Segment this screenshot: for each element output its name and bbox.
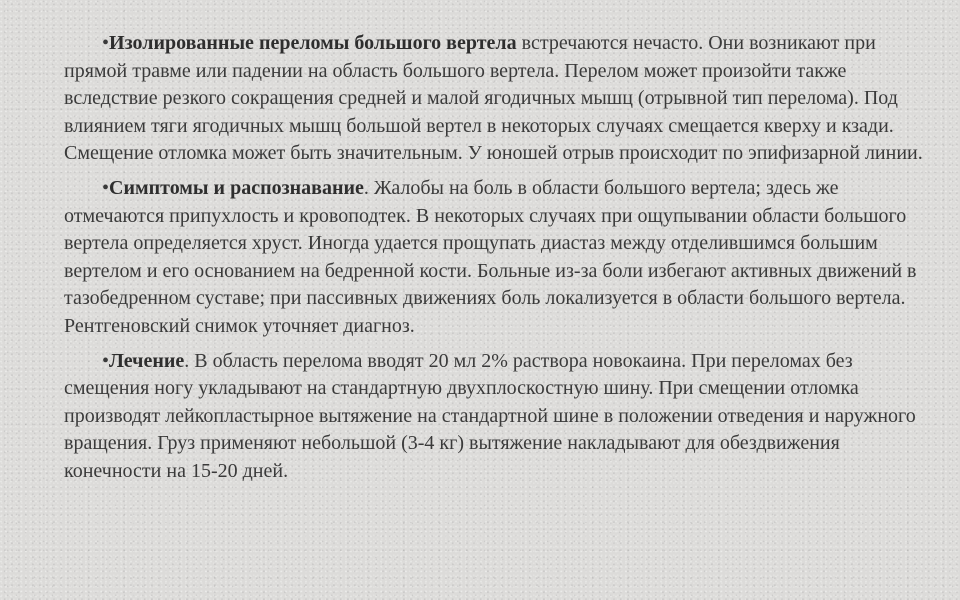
slide-body [64, 30, 936, 493]
bullet: • [102, 349, 110, 372]
paragraph-treatment [64, 348, 936, 486]
heading-symptoms: Симптомы и распознавание [109, 176, 364, 199]
heading-treatment: Лечение [109, 349, 185, 372]
bullet: • [102, 32, 110, 54]
paragraph-symptoms [64, 175, 936, 341]
paragraph-fractures [64, 30, 936, 168]
paragraph-text: встречаются нечасто. Они возникают при прямой травме или падении на область большого вертела. Перелом может произойти также вследствие резкого сокращения средней и малой ягодичных мышц (отрывной тип перелома). Под влиянием тяги ягодичных мышц большой вертел в некоторых случаях смещается кверху и кзади. Смещение отломка может быть значительным. У юношей отрыв происходит по эпифизарной линии. [64, 32, 923, 165]
heading-isolated-fractures: Изолированные переломы большого вертела [109, 32, 517, 54]
paragraph-text: . В область перелома вводят 20 мл 2% раствора новокаина. При переломах без смещения ногу укладывают на стандартную двухплоскостную шину. При смещении отломка производят лейкопластырное вытяжение на стандартной шине в положении отведения и наружного вращения. Груз применяют небольшой (3-4 кг) вытяжение накладывают для обездвижения конечности на 15-20 дней. [64, 349, 916, 482]
paragraph-text: . Жалобы на боль в области большого вертела; здесь же отмечаются припухлость и кровоподтек. В некоторых случаях при ощупывании области большого вертела определяется хруст. Иногда удается прощупать диастаз между отделившимся большим вертелом и его основанием на бедренной кости. Больные из-за боли избегают активных движений в тазобедренном суставе; при пассивных движениях боль локализуется в области большого вертела. Рентгеновский снимок уточняет диагноз. [64, 176, 917, 337]
bullet: • [102, 176, 110, 199]
